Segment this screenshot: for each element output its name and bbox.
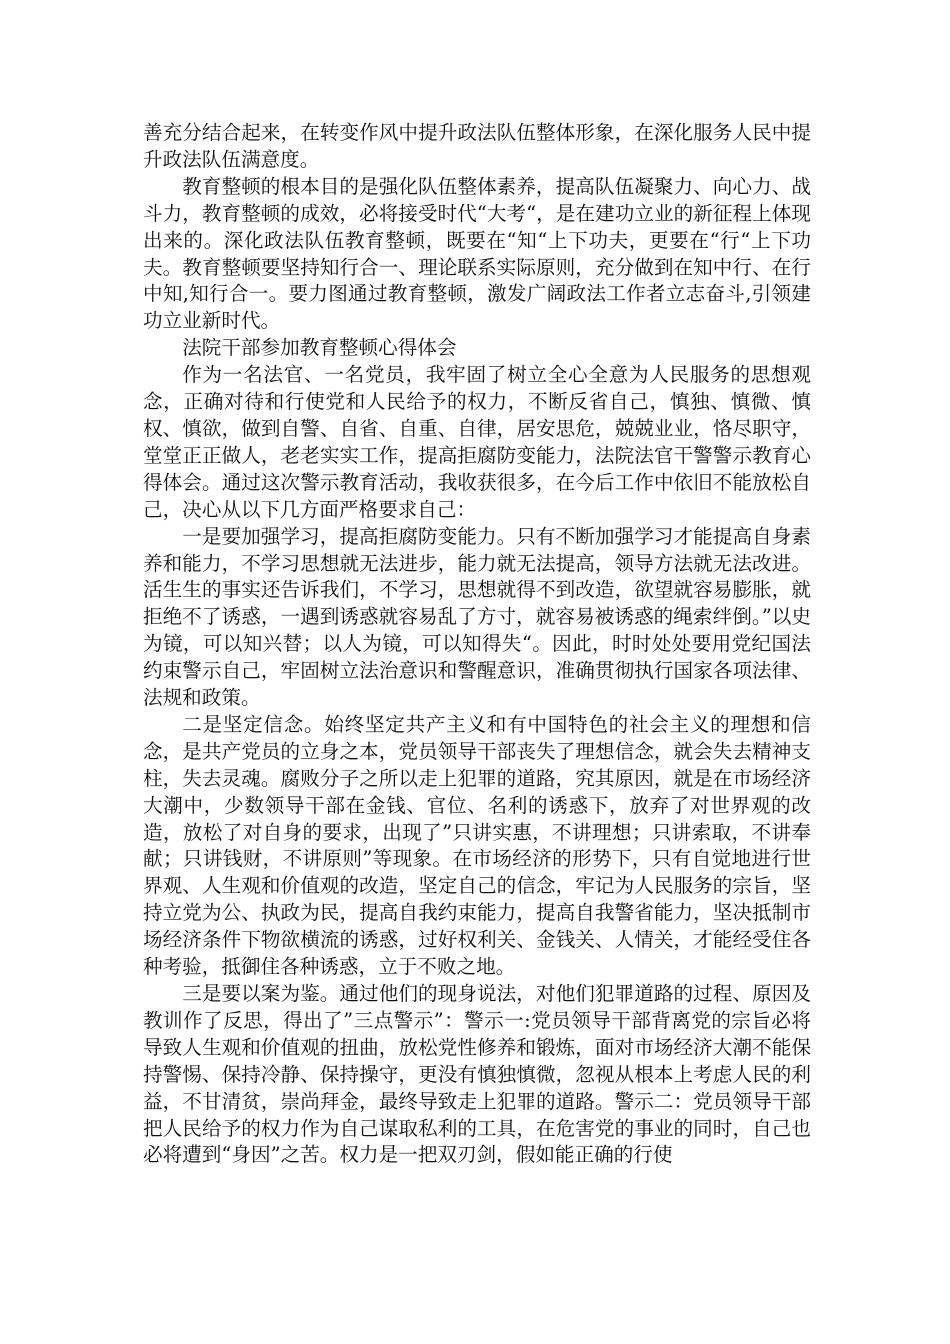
- paragraph-6: 三是要以案为鉴。通过他们的现身说法，对他们犯罪道路的过程、原因及教训作了反思，得出了”三点警示”：警示一:党员领导干部背离党的宗旨必将导致人生观和价值观的扭曲，放松党性修养和锻炼，面对市场经济大潮不能保持警惕、保持冷静、保持操守，更没有慎独慎微，忽视从根本上考虑人民的利益，不甘清贫，崇尚拜金，最终导致走上犯罪的道路。警示二：党员领导干部把人民给予的权力作为自己谋取私利的工具，在危害党的事业的同时，自己也必将遭到“身因”之苦。权力是一把双刃剑，假如能正确的行使: [143, 982, 811, 1167]
- document-body: [143, 120, 811, 1169]
- paragraph-4: 一是要加强学习，提高拒腐防变能力。只有不断加强学习才能提高自身素养和能力，不学习思想就无法进步，能力就无法提高，领导方法就无法改进。活生生的事实还告诉我们，不学习，思想就得不到改造，欲望就容易膨胀，就拒绝不了诱惑，一遇到诱惑就容易乱了方寸，就容易被诱惑的绳索绊倒。”以史为镜，可以知兴替；以人为镜，可以知得失“。因此，时时处处要用党纪国法约束警示自己，牢固树立法治意识和警醒意识，准确贯彻执行国家各项法律、法规和政策。: [143, 524, 811, 710]
- paragraph-1: 善充分结合起来，在转变作风中提升政法队伍整体形象，在深化服务人民中提升政法队伍满意度。: [143, 121, 811, 171]
- paragraph-3: 作为一名法官、一名党员，我牢固了树立全心全意为人民服务的思想观念，正确对待和行使党和人民给予的权力，不断反省自己，慎独、慎微、慎权、慎欲，做到自警、自省、自重、自律，居安思危，兢兢业业，恪尽职守，堂堂正正做人，老老实实工作，提高拒腐防变能力，法院法官干警警示教育心得体会。通过这次警示教育活动，我收获很多，在今后工作中依旧不能放松自己，决心从以下几方面严格要求自己：: [143, 363, 811, 521]
- section-heading: 法院干部参加教育整顿心得体会: [182, 336, 457, 360]
- paragraph-5: 二是坚定信念。始终坚定共产主义和有中国特色的社会主义的理想和信念，是共产党员的立身之本，党员领导干部丧失了理想信念，就会失去精神支柱，失去灵魂。腐败分子之所以走上犯罪的道路，究其原因，就是在市场经济大潮中，少数领导干部在金钱、官位、名利的诱惑下，放弃了对世界观的改造，放松了对自身的要求，出现了”只讲实惠，不讲理想；只讲索取，不讲奉献；只讲钱财，不讲原则”等现象。在市场经济的形势下，只有自觉地进行世界观、人生观和价值观的改造，坚定自己的信念，牢记为人民服务的宗旨，坚持立党为公、执政为民，提高自我约束能力，提高自我警省能力，坚决抵制市场经济条件下物欲横流的诱惑，过好权利关、金钱关、人情关，才能经受住各种考验，抵御住各种诱惑，立于不败之地。: [143, 712, 811, 979]
- paragraph-2: 教育整顿的根本目的是强化队伍整体素养，提高队伍凝聚力、向心力、战斗力，教育整顿的成效，必将接受时代“大考“，是在建功立业的新征程上体现出来的。深化政法队伍教育整顿，既要在“知“上下功夫，更要在“行“上下功夫。教育整顿要坚持知行合一、理论联系实际原则，充分做到在知中行、在行中知,知行合一。要力图通过教育整顿，激发广阔政法工作者立志奋斗,引领建功立业新时代。: [143, 174, 811, 333]
